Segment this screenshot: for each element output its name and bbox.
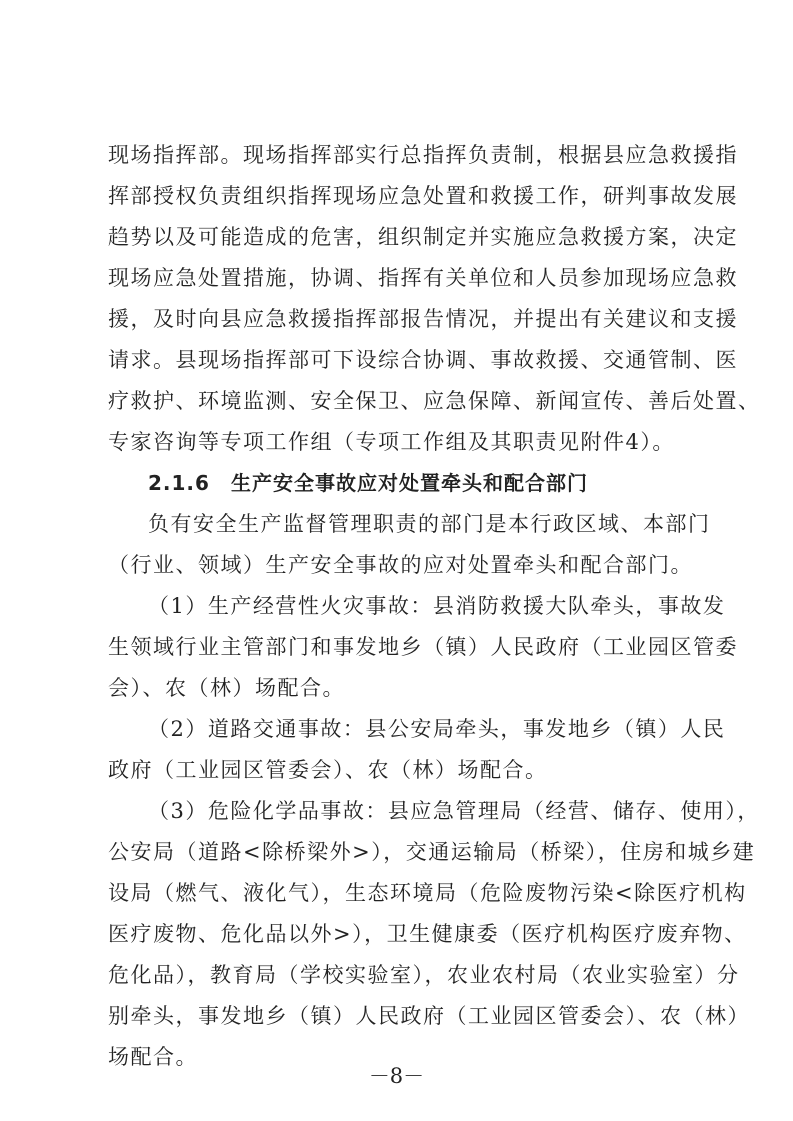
paragraph-line: （行业、领域）生产安全事故的应对处置牵头和配合部门。 — [108, 553, 693, 577]
paragraph-line: 现场指挥部。现场指挥部实行总指挥负责制，根据县应急救援指 — [108, 143, 738, 167]
paragraph-line: 现场应急处置措施，协调、指挥有关单位和人员参加现场应急救 — [108, 266, 738, 290]
paragraph-line: 专家咨询等专项工作组（专项工作组及其职责见附件4）。 — [108, 430, 675, 454]
list-item-line: （2）道路交通事故：县公安局牵头，事发地乡（镇）人民 — [148, 717, 726, 741]
page-number: －8－ — [368, 1064, 425, 1088]
list-item-line: 危化品），教育局（学校实验室），农业农村局（农业实验室）分 — [108, 963, 740, 987]
paragraph-line: 请求。县现场指挥部可下设综合协调、事故救援、交通管制、医 — [108, 348, 738, 372]
list-item-line: 会）、农（林）场配合。 — [108, 676, 345, 700]
paragraph-line: 负有安全生产监督管理职责的部门是本行政区域、本部门 — [148, 512, 711, 536]
list-item-line: 场配合。 — [108, 1045, 198, 1069]
list-item-line: 别牵头，事发地乡（镇）人民政府（工业园区管委会）、农（林） — [108, 1004, 750, 1028]
list-item-line: 设局（燃气、液化气），生态环境局（危险废物污染<除医疗机构 — [108, 881, 747, 905]
list-item-line: 医疗废物、危化品以外>），卫生健康委（医疗机构医疗废弃物、 — [108, 922, 747, 946]
list-item-line: 政府（工业园区管委会）、农（林）场配合。 — [108, 758, 548, 782]
paragraph-line: 疗救护、环境监测、安全保卫、应急保障、新闻宣传、善后处置、 — [108, 389, 761, 413]
list-item-line: （1）生产经营性火灾事故：县消防救援大队牵头，事故发 — [148, 594, 726, 618]
list-item-line: 公安局（道路<除桥梁外>），交通运输局（桥梁），住房和城乡建 — [108, 840, 756, 864]
paragraph-line: 趋势以及可能造成的危害，组织制定并实施应急救援方案，决定 — [108, 225, 738, 249]
paragraph-line: 援，及时向县应急救援指挥部报告情况，并提出有关建议和支援 — [108, 307, 738, 331]
list-item-line: （3）危险化学品事故：县应急管理局（经营、储存、使用）， — [148, 799, 760, 823]
list-item-line: 生领域行业主管部门和事发地乡（镇）人民政府（工业园区管委 — [108, 635, 738, 659]
section-heading: 2.1.6 生产安全事故应对处置牵头和配合部门 — [148, 471, 588, 495]
paragraph-line: 挥部授权负责组织指挥现场应急处置和救援工作，研判事故发展 — [108, 184, 738, 208]
